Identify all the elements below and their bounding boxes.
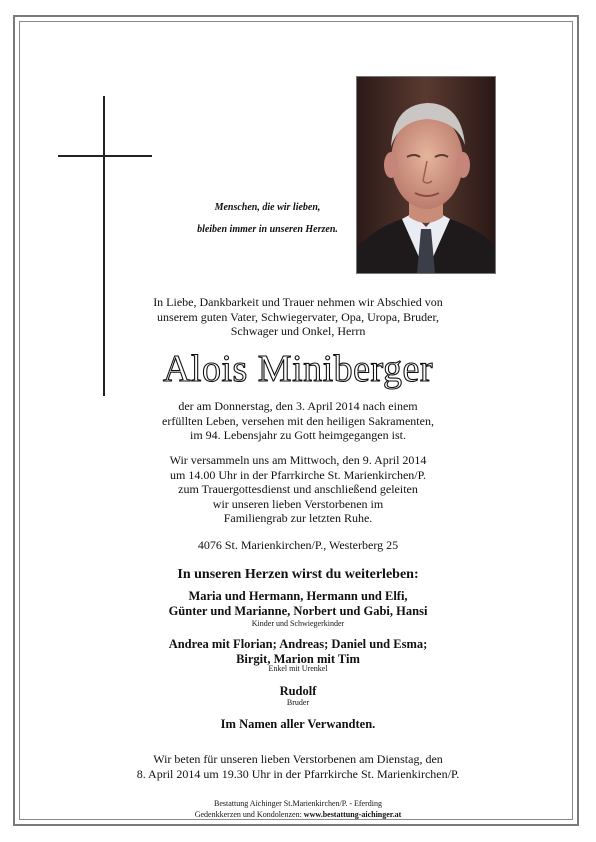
death-notice <box>60 399 536 443</box>
grandchildren-line: Birgit, Marion mit Tim <box>236 652 360 666</box>
children-label: Kinder und Schwiegerkinder <box>251 619 345 628</box>
footer <box>60 798 536 820</box>
prayer-notice <box>60 752 536 781</box>
death-line: der am Donnerstag, den 3. April 2014 nach einem <box>178 399 418 413</box>
prayer-line: Wir beten für unseren lieben Verstorbenen am Dienstag, den <box>153 752 443 766</box>
children-line: Günter und Marianne, Norbert und Gabi, Hansi <box>168 604 428 618</box>
quote-line-2: bleiben immer in unseren Herzen. <box>197 224 338 235</box>
farewell-intro <box>60 295 536 339</box>
deceased-name: Alois Miniberger <box>162 348 434 390</box>
funeral-line: wir unseren lieben Verstorbenen im <box>212 496 384 511</box>
address: 4076 St. Marienkirchen/P., Westerberg 25 <box>197 538 399 552</box>
grandchildren-line: Andrea mit Florian; Andreas; Daniel und Esma; <box>168 637 428 651</box>
intro-line: unserem guten Vater, Schwiegervater, Opa, Uropa, Bruder, <box>157 309 439 324</box>
grandchildren-names <box>60 637 536 667</box>
funeral-line: Familiengrab zur letzten Ruhe. <box>223 511 373 525</box>
mourners-heading: In unseren Herzen wirst du weiterleben: <box>177 567 419 582</box>
footer-company: Bestattung Aichinger St.Marienkirchen/P. - Eferding <box>214 799 382 808</box>
children-line: Maria und Hermann, Hermann und Elfi, <box>188 589 408 603</box>
portrait-photo <box>356 76 496 274</box>
funeral-line: Wir versammeln uns am Mittwoch, den 9. April 2014 <box>169 453 427 467</box>
footer-website-link[interactable]: www.bestattung-aichinger.at <box>303 810 402 819</box>
portrait-illustration <box>357 77 495 273</box>
footer-condolence-label: Gedenkkerzen und Kondolenzen: <box>194 810 304 819</box>
intro-line: Schwager und Onkel, Herrn <box>230 324 366 338</box>
footer-condolence <box>60 809 536 820</box>
funeral-line: um 14.00 Uhr in der Pfarrkirche St. Marienkirchen/P. <box>170 467 426 482</box>
intro-line: In Liebe, Dankbarkeit und Trauer nehmen wir Abschied von <box>153 295 443 309</box>
funeral-details <box>60 453 536 526</box>
brother-label: Bruder <box>286 698 310 707</box>
funeral-line: zum Trauergottesdienst und anschließend geleiten <box>178 482 418 496</box>
quote-line-1: Menschen, die wir lieben, <box>214 202 321 213</box>
grandchildren-label: Enkel mit Urenkel <box>268 664 328 673</box>
children-names <box>60 589 536 619</box>
death-line: im 94. Lebensjahr zu Gott heimgegangen ist. <box>190 428 406 442</box>
brother-name: Rudolf <box>279 684 317 698</box>
memorial-quote <box>170 197 365 241</box>
closing-line: Im Namen aller Verwandten. <box>220 717 376 731</box>
prayer-line: 8. April 2014 um 19.30 Uhr in der Pfarrkirche St. Marienkirchen/P. <box>136 766 460 781</box>
cross-horizontal-bar <box>58 155 152 157</box>
death-line: erfüllten Leben, versehen mit den heiligen Sakramenten, <box>162 413 434 428</box>
